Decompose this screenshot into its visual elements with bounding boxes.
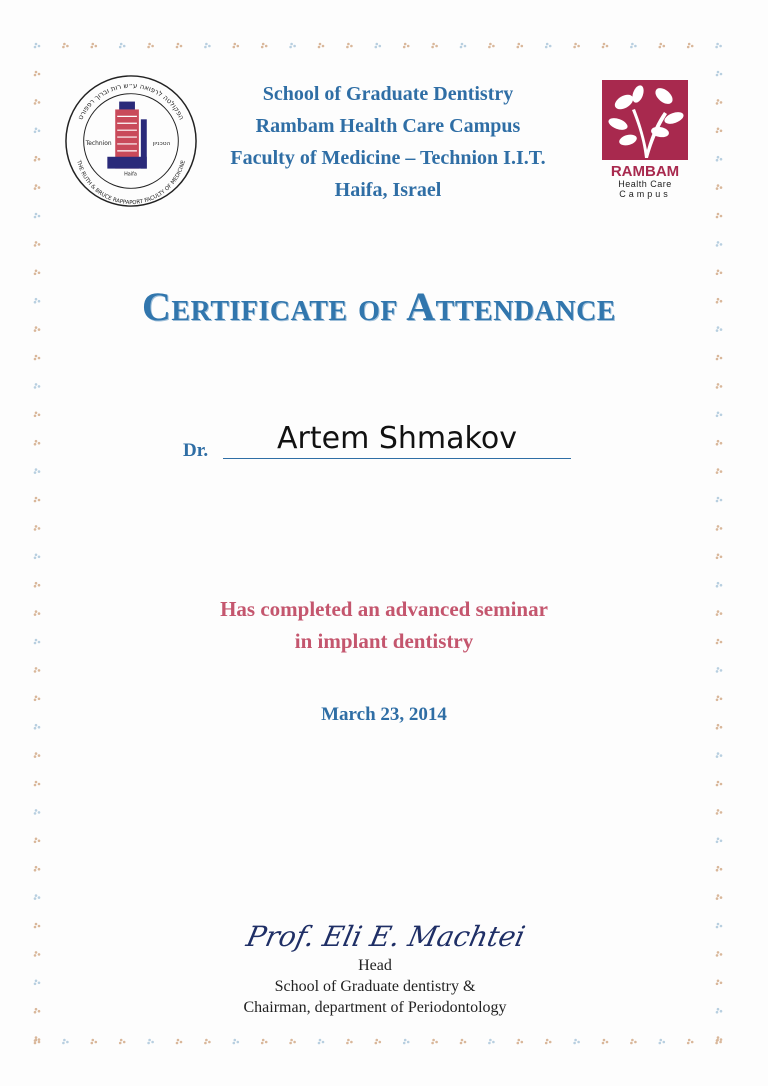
border-ornament (34, 270, 41, 276)
border-ornament (261, 43, 268, 49)
border-ornament (62, 43, 69, 49)
border-ornament (176, 1039, 183, 1045)
border-ornament (34, 923, 41, 929)
border-ornament (34, 951, 41, 957)
border-ornament (318, 1039, 325, 1045)
border-ornament (403, 43, 410, 49)
border-ornament (573, 1039, 580, 1045)
border-ornament (34, 43, 41, 49)
border-ornament (716, 99, 723, 105)
border-ornament (716, 951, 723, 957)
border-ornament (375, 43, 382, 49)
border-ornament (119, 43, 126, 49)
border-ornament (602, 43, 609, 49)
border-ornament (716, 781, 723, 787)
border-ornament (147, 43, 154, 49)
border-ornament (716, 923, 723, 929)
border-ornament (687, 1039, 694, 1045)
border-ornament (716, 383, 723, 389)
border-ornament (34, 667, 41, 673)
seal-technion-hebrew: הטכניון (152, 140, 171, 147)
border-ornament (34, 696, 41, 702)
border-ornament (346, 43, 353, 49)
certificate-date: March 23, 2014 (321, 704, 447, 725)
header-line-city: Haifa, Israel (334, 179, 442, 201)
completion-line-2: in implant dentistry (294, 629, 474, 653)
border-ornament (62, 1039, 69, 1045)
border-ornament (346, 1039, 353, 1045)
recipient-prefix: Dr. (183, 440, 209, 461)
border-ornament (517, 43, 524, 49)
recipient-name: Artem Shmakov (277, 421, 517, 456)
border-ornament (716, 355, 723, 361)
border-ornament (318, 43, 325, 49)
border-ornament (716, 412, 723, 418)
signature-text: Prof. Eli E. Machtei (243, 920, 528, 953)
border-ornament (34, 128, 41, 134)
signatory-school: School of Graduate dentistry & (274, 978, 476, 995)
border-ornament (34, 554, 41, 560)
border-ornament (715, 1039, 722, 1045)
border-ornament (91, 43, 98, 49)
border-ornament (34, 355, 41, 361)
rambam-sub-health-care: Health Care (618, 179, 672, 189)
border-ornament (204, 43, 211, 49)
handwritten-signature (240, 912, 530, 958)
border-ornament (460, 43, 467, 49)
border-ornament (34, 1036, 41, 1042)
border-ornament (34, 71, 41, 77)
institution-header (200, 78, 576, 206)
border-ornament (716, 156, 723, 162)
border-ornament (488, 43, 495, 49)
border-ornament (716, 525, 723, 531)
certificate-title: Certificate of Attendance (142, 284, 616, 329)
border-ornament (34, 724, 41, 730)
border-ornament (91, 1039, 98, 1045)
border-ornament (176, 43, 183, 49)
signatory-block (170, 955, 580, 1018)
border-ornament (716, 838, 723, 844)
border-ornament (517, 1039, 524, 1045)
border-ornament (460, 1039, 467, 1045)
border-ornament (630, 43, 637, 49)
border-ornament (488, 1039, 495, 1045)
border-ornament (716, 752, 723, 758)
technion-faculty-seal (62, 72, 200, 210)
header-line-faculty: Faculty of Medicine – Technion I.I.T. (230, 147, 546, 169)
border-ornament (119, 1039, 126, 1045)
header-line-campus: Rambam Health Care Campus (255, 115, 521, 137)
border-ornament (716, 468, 723, 474)
border-ornament (34, 809, 41, 815)
border-ornament (34, 525, 41, 531)
border-ornament (34, 184, 41, 190)
border-ornament (34, 980, 41, 986)
border-ornament (375, 1039, 382, 1045)
completion-line-1: Has completed an advanced seminar (220, 597, 548, 621)
completion-statement (120, 593, 648, 657)
border-ornament (34, 866, 41, 872)
border-ornament (716, 667, 723, 673)
border-ornament (716, 639, 723, 645)
seal-technion-english: Technion (85, 140, 112, 147)
border-ornament (716, 440, 723, 446)
border-ornament (716, 610, 723, 616)
signatory-role: Head (358, 957, 392, 974)
border-ornament (716, 554, 723, 560)
seal-haifa: Haifa (124, 171, 137, 178)
rambam-sub-campus: Campus (619, 189, 671, 199)
border-ornament (716, 270, 723, 276)
border-ornament (545, 1039, 552, 1045)
border-ornament (716, 696, 723, 702)
border-ornament (34, 639, 41, 645)
border-ornament (34, 156, 41, 162)
border-ornament (34, 383, 41, 389)
border-ornament (716, 809, 723, 815)
border-ornament (204, 1039, 211, 1045)
border-ornament (715, 43, 722, 49)
border-ornament (716, 497, 723, 503)
border-ornament (34, 582, 41, 588)
signatory-chairman: Chairman, department of Periodontology (243, 999, 507, 1016)
border-ornament (431, 1039, 438, 1045)
border-ornament (233, 43, 240, 49)
border-ornament (233, 1039, 240, 1045)
border-ornament (573, 43, 580, 49)
border-ornament (34, 497, 41, 503)
border-ornament (34, 99, 41, 105)
border-ornament (431, 43, 438, 49)
border-ornament (289, 1039, 296, 1045)
border-ornament (34, 1039, 41, 1045)
border-ornament (716, 724, 723, 730)
border-ornament (716, 71, 723, 77)
border-ornament (716, 980, 723, 986)
border-ornament (659, 1039, 666, 1045)
border-ornament (34, 610, 41, 616)
border-ornament (34, 781, 41, 787)
border-ornament (403, 1039, 410, 1045)
border-ornament (716, 894, 723, 900)
border-ornament (34, 1008, 41, 1014)
border-ornament (659, 43, 666, 49)
border-ornament (716, 1008, 723, 1014)
border-ornament (34, 412, 41, 418)
border-ornament (716, 213, 723, 219)
border-ornament (34, 440, 41, 446)
border-ornament (147, 1039, 154, 1045)
border-ornament (716, 582, 723, 588)
border-ornament (34, 894, 41, 900)
border-ornament (34, 468, 41, 474)
border-ornament (630, 1039, 637, 1045)
header-line-school: School of Graduate Dentistry (262, 83, 514, 105)
border-ornament (716, 184, 723, 190)
seal-ring-english: THE RUTH & BRUCE RAPPAPORT FACULTY OF MEDICINE (75, 159, 187, 207)
border-ornament (602, 1039, 609, 1045)
border-ornament (716, 1036, 723, 1042)
border-ornament (34, 752, 41, 758)
border-ornament (545, 43, 552, 49)
border-ornament (716, 866, 723, 872)
border-ornament (34, 241, 41, 247)
rambam-wordmark: RAMBAM (610, 163, 680, 180)
border-ornament (34, 838, 41, 844)
seal-ring-hebrew: הפקולטה לרפואה ע״ש רות וברוך רפפורט (76, 81, 186, 122)
border-ornament (34, 213, 41, 219)
rambam-logo (602, 80, 688, 200)
recipient-name-underline (223, 458, 571, 459)
border-ornament (687, 43, 694, 49)
border-ornament (261, 1039, 268, 1045)
border-ornament (716, 241, 723, 247)
border-ornament (289, 43, 296, 49)
border-ornament (716, 128, 723, 134)
